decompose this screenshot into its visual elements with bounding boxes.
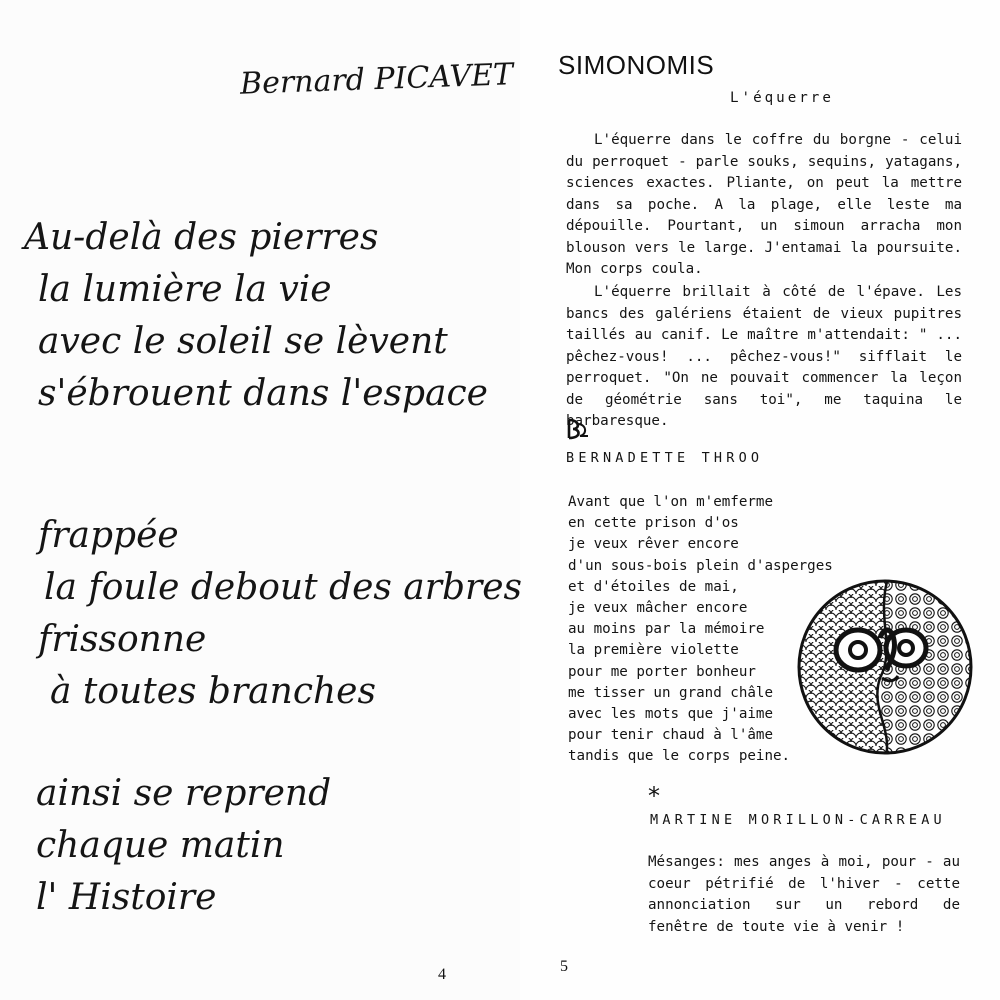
poem-line: la première violette <box>568 642 739 659</box>
poem-line: à toutes branches <box>50 671 376 712</box>
page-title: SIMONOMIS <box>558 50 715 80</box>
stanza-1 <box>24 212 488 420</box>
poem-line: Avant que l'on m'emferme <box>568 494 773 510</box>
poem-line: je veux rêver encore <box>568 536 739 553</box>
page-number: 5 <box>560 958 568 975</box>
poem-line: et d'étoiles de mai, <box>568 578 739 595</box>
poem-line: d'un sous-bois plein d'asperges <box>568 557 833 574</box>
poem-line: en cette prison d'os <box>568 515 739 532</box>
poem-line: Au-delà des pierres <box>24 217 379 258</box>
poem-line: avec les mots que j'aime <box>568 706 773 723</box>
prose-poem: Mésanges: mes anges à moi, pour - au coeur pétrifié de l'hiver - cette annonciation sur un rebord de fenêtre de toute vie à venir ! <box>648 854 960 935</box>
circular-ink-illustration <box>796 578 974 756</box>
poem-line: je veux mâcher encore <box>568 600 748 617</box>
poem-line: ainsi se reprend <box>36 773 332 814</box>
page-number: 4 <box>438 966 446 983</box>
ornament-icon <box>566 418 590 440</box>
poem-line: au moins par la mémoire <box>568 621 765 638</box>
poem-line: s'ébrouent dans l'espace <box>38 373 488 414</box>
poem-line: pour tenir chaud à l'âme <box>568 727 773 744</box>
stanza-3 <box>36 768 331 924</box>
author-name: MARTINE MORILLON-CARREAU <box>650 812 946 828</box>
author-signature: Bernard PICAVET <box>239 57 514 102</box>
poem-line: tandis que le corps peine. <box>568 748 791 765</box>
poem-line: frissonne <box>38 619 207 660</box>
section-separator: * <box>648 782 660 810</box>
poem-line: la lumière la vie <box>38 269 332 310</box>
show-through-text <box>40 60 60 134</box>
prose-paragraph-1 <box>566 130 962 281</box>
poem-line: pour me porter bonheur <box>568 663 756 680</box>
poem-title: L'équerre <box>730 90 834 106</box>
poem-line: chaque matin <box>36 825 285 866</box>
prose-paragraph-2 <box>566 282 962 433</box>
stanza-2 <box>24 510 522 718</box>
author-name: BERNADETTE THROO <box>566 450 764 466</box>
poem-line: frappée <box>38 515 179 556</box>
paragraph-text: L'équerre brillait à côté de l'épave. Les bancs des galériens étaient de vieux pupitres taillés au canif. Le maître m'attendait: " ... pêchez-vous! ... pêchez-vous!" sifflait le perroquet. "On ne pouvait commencer la leçon de géométrie sans toi", me taquina le barbaresque. <box>566 284 962 429</box>
poem-line: avec le soleil se lèvent <box>38 321 448 362</box>
poem-block <box>568 492 833 768</box>
poem-line: l' Histoire <box>36 877 217 918</box>
paragraph-text: L'équerre dans le coffre du borgne - celui du perroquet - parle souks, sequins, yatagans, sciences exactes. Pliante, on peut la mettre dans sa poche. A la plage, elle leste ma dépouille. Pourtant, un simoun arracha mon blouson vers le large. J'entamai la poursuite. Mon corps coula. <box>566 132 962 277</box>
poem-line: la foule debout des arbres <box>44 567 523 608</box>
poem-line: me tisser un grand châle <box>568 684 773 701</box>
